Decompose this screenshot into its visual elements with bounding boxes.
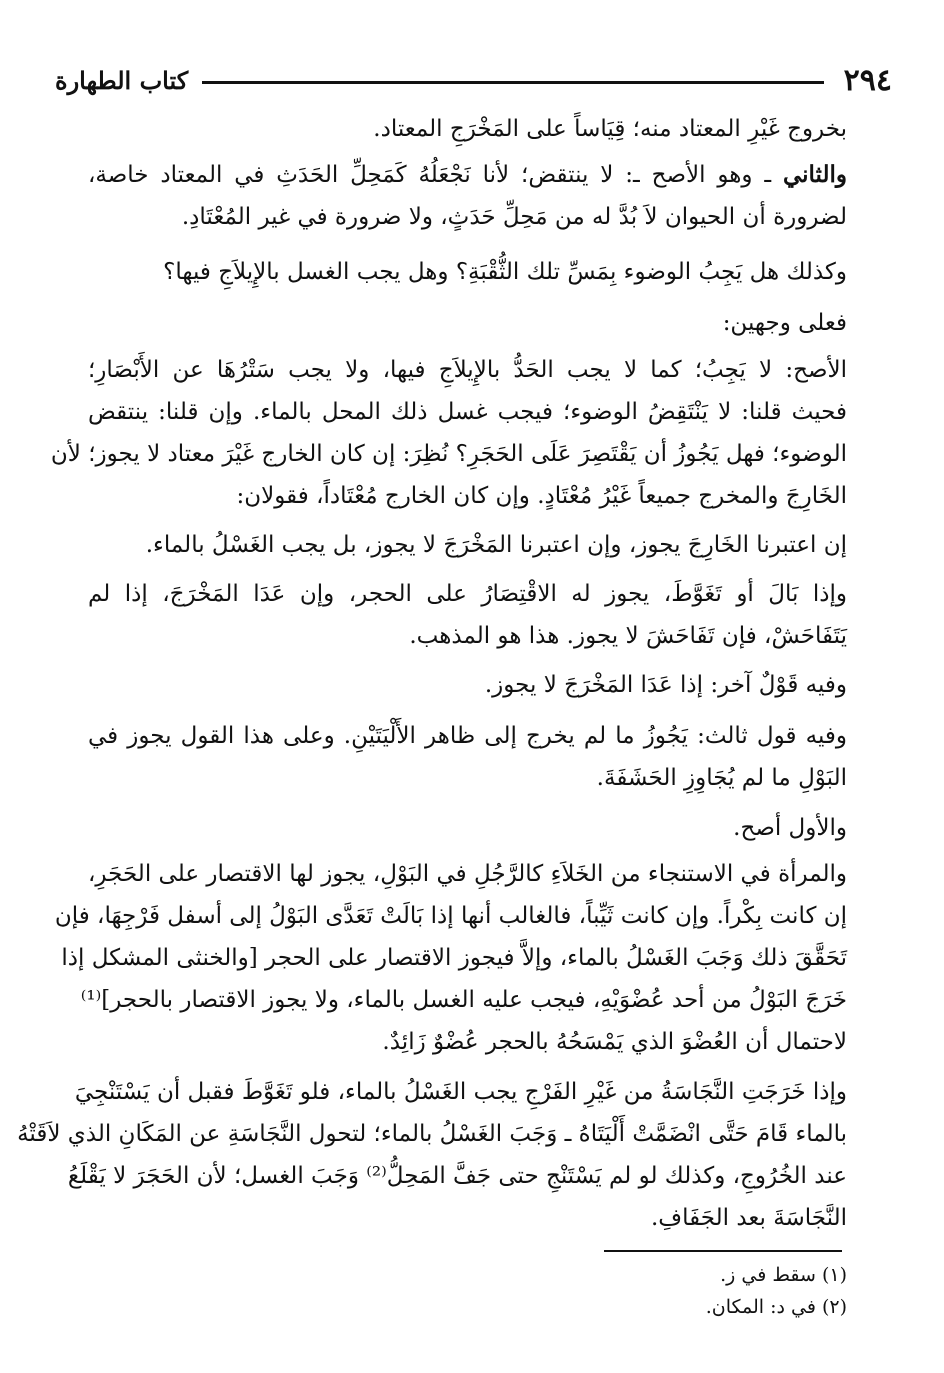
text-line: فحيث قلنا: لا يَنْتَقِضُ الوضوء؛ فيجب غسل ذلك المحل بالماء. وإن قلنا: ينتقض <box>88 399 847 425</box>
text-line: البَوْلِ ما لم يُجَاوِزِ الحَشَفَةَ. <box>596 765 847 791</box>
paragraph-lead: والثاني <box>782 161 847 188</box>
text-line: خَرَجَ البَوْلُ من أحد عُضْوَيْهِ، فيجب عليه الغسل بالماء، ولا يجوز الاقتصار بالحجر]⁽¹⁾ <box>80 987 847 1013</box>
text-line: لضرورة أن الحيوان لاَ بُدَّ له من مَحِلِّ حَدَثٍ، ولا ضرورة في غير المُعْتَادِ. <box>181 204 847 230</box>
text-line: والمرأة في الاستنجاء من الخَلاَءِ كالرَّجُلِ في البَوْلِ، يجوز لها الاقتصار على الحَجَرِ، <box>88 861 847 887</box>
text-line: إن اعتبرنا الخَارِجَ يجوز، وإن اعتبرنا المَخْرَجَ لا يجوز، بل يجب الغَسْلُ بالماء. <box>145 532 847 558</box>
text-line: وكذلك هل يَجِبُ الوضوء بِمَسِّ تلك الثُّقْبَةِ؟ وهل يجب الغسل بالإِيلاَجِ فيها؟ <box>163 259 847 285</box>
text-line: الخَارِجَ والمخرج جميعاً غَيْرُ مُعْتَادٍ. وإن كان الخارج مُعْتَاداً، فقولان: <box>236 483 847 509</box>
text-line: فعلى وجهين: <box>722 310 847 336</box>
header-rule <box>202 81 824 84</box>
text-line <box>88 157 847 193</box>
text-line: إن كانت بِكْراً. وإن كانت ثَيِّباً، فالغالب أنها إذا بَالَتْ تَعَدَّى البَوْلُ إلى أسفل فَرْجِهَا، فإن <box>54 903 847 929</box>
text-line: وإذا خَرَجَتِ النَّجَاسَةُ من غَيْرِ الفَرْجِ يجب الغَسْلُ بالماء، فلو تَغَوَّطَ فقبل أن يَسْتَنْجِيَ <box>74 1079 847 1105</box>
text-line: تَحَقَّقَ ذلك وَجَبَ الغَسْلُ بالماء، وإلاَّ فيجوز الاقتصار على الحجر [والخنثى المشكل إذا <box>61 945 847 971</box>
text-line-rest: ـ وهو الأصح ـ: لا ينتقض؛ لأنا نَجْعَلُهُ كَمَحِلِّ الحَدَثِ في المعتاد خاصة، <box>88 162 783 188</box>
text-line: وإذا بَالَ أو تَغَوَّطَ، يجوز له الاقْتِصَارُ على الحجر، وإن عَدَا المَخْرَجَ، إذا لم <box>88 581 847 607</box>
text-line: الأصح: لا يَجِبُ؛ كما لا يجب الحَدُّ بالإِيلاَجِ فيها، ولا يجب سَتْرُهَا عن الأَبْصَارِ؛ <box>88 357 847 383</box>
footnote-divider <box>604 1250 842 1252</box>
footnote: (١) سقط في ز. <box>720 1264 847 1286</box>
footnote: (٢) في د: المكان. <box>705 1296 847 1318</box>
text-line: بالماء قَامَ حَتَّى انْضَمَّتْ أَلْيَتَاهُ ـ وَجَبَ الغَسْلُ بالماء؛ لتحول النَّجَاسَةِ عن المَكَانِ الذي لاَقَتْهُ <box>17 1121 847 1147</box>
book-title: كتاب الطهارة <box>55 65 189 95</box>
text-line: وفيه قَوْلٌ آخر: إذا عَدَا المَخْرَجَ لا يجوز. <box>484 672 847 698</box>
text-line: الوضوء؛ فهل يَجُوزُ أن يَقْتَصِرَ عَلَى الحَجَرِ؟ نُظِرَ: إن كان الخارج غَيْرَ معتاد لا يجوز؛ لأن <box>50 441 847 467</box>
text-line: يَتَفَاحَشْ، فإن تَفَاحَشَ لا يجوز. هذا هو المذهب. <box>409 623 847 649</box>
page-header <box>55 62 892 98</box>
text-line: والأول أصح. <box>733 815 847 841</box>
text-line: عند الخُرُوجِ، وكذلك لو لم يَسْتَنْجِ حتى جَفَّ المَحِلُّ⁽²⁾ وَجَبَ الغسل؛ لأن الحَجَرَ لا يَقْلَعُ <box>67 1163 847 1189</box>
text-line: لاحتمال أن العُضْوَ الذي يَمْسَحُهُ بالحجر عُضْوٌ زَائِدٌ. <box>382 1029 847 1055</box>
text-line: بخروج غَيْرِ المعتاد منه؛ قِيَاساً على المَخْرَجِ المعتاد. <box>373 116 847 142</box>
text-line: النَّجَاسَةَ بعد الجَفَافِ. <box>650 1205 847 1231</box>
text-line: وفيه قول ثالث: يَجُوزُ ما لم يخرج إلى ظاهر الأَلْيَتَيْنِ. وعلى هذا القول يجوز في <box>88 723 847 749</box>
page-number: ٢٩٤ <box>843 62 892 98</box>
